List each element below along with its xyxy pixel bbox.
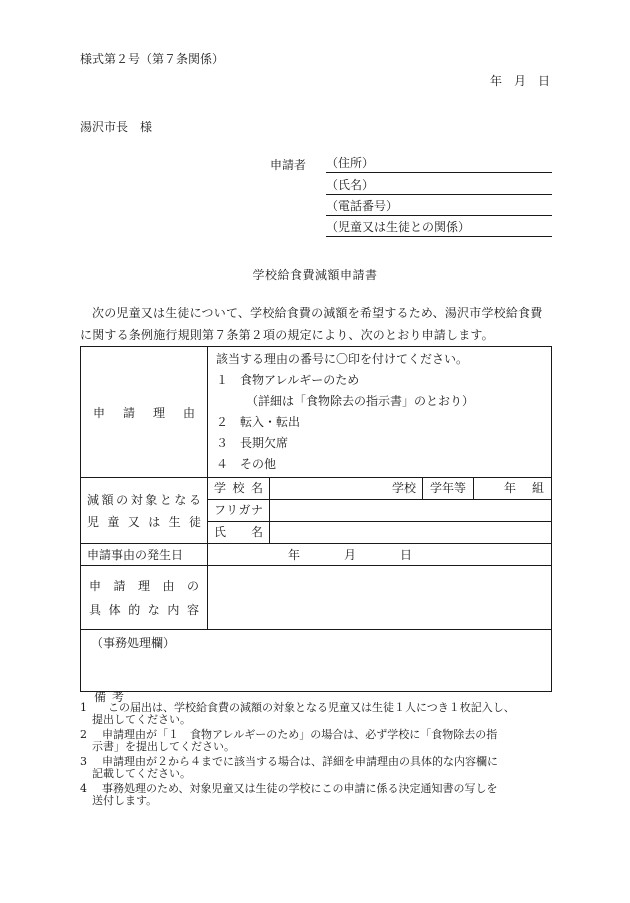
application-table — [80, 346, 552, 692]
reason-option-2[interactable]: ２ 転入・転出 — [216, 415, 301, 429]
remark-3-continuation: 記載してください。 — [92, 767, 191, 780]
remark-3-text: 申請理由が２から４までに該当する場合は、詳細を申請理由の具体的な内容欄に — [102, 755, 498, 768]
occurrence-date-field[interactable] — [208, 544, 552, 566]
details-label-line2: 具体的な内容 — [89, 602, 199, 617]
furigana-label: フリガナ — [208, 500, 270, 522]
remark-2-text: 申請理由が「１ 食物アレルギーのため」の場合は、必ず学校に「食物除去の指 — [102, 728, 498, 741]
reason-option-1[interactable]: １ 食物アレルギーのため — [216, 373, 360, 387]
remark-1 — [80, 702, 560, 726]
document-title: 学校給食費減額申請書 — [252, 268, 378, 282]
remark-4-text: 事務処理のため、対象児童又は生徒の学校にこの申請に係る決定通知書の写しを — [102, 782, 498, 795]
reason-options[interactable] — [208, 347, 552, 478]
class-unit: 組 — [531, 481, 544, 495]
phone-field[interactable]: （電話番号） — [326, 198, 552, 216]
remark-1-text: この届出は、学校給食費の減額の対象となる児童又は生徒１人につき１枚記入し、 — [108, 701, 515, 714]
remarks-header: 備考 — [94, 690, 131, 704]
occurrence-label: 申請事由の発生日 — [81, 544, 208, 566]
address-field[interactable]: （住所） — [326, 155, 552, 173]
reason-option-3[interactable]: ３ 長期欠席 — [216, 436, 289, 450]
target-label-line1: 減額の対象となる — [87, 492, 201, 507]
grade-label: 学年等 — [423, 478, 474, 500]
school-name-label: 学校名 — [208, 478, 270, 500]
details-label-line1: 申請理由の — [89, 578, 199, 593]
furigana-field[interactable] — [270, 500, 552, 522]
recipient: 湯沢市長 様 — [80, 120, 153, 134]
school-name-field[interactable]: 学校 — [270, 478, 423, 500]
details-field[interactable] — [208, 566, 552, 630]
remark-3 — [80, 756, 560, 780]
form-number: 様式第２号（第７条関係） — [80, 52, 225, 66]
remark-2-continuation: 示書」を提出してください。 — [92, 740, 235, 753]
remark-2-number: 2 — [80, 728, 87, 741]
year-unit: 年 — [503, 481, 516, 495]
date-line: 年 月 日 — [490, 74, 551, 88]
occurrence-month: 月 — [343, 548, 356, 562]
reason-option-4[interactable]: ４ その他 — [216, 457, 277, 471]
grade-field[interactable] — [474, 478, 552, 500]
remark-4 — [80, 783, 560, 807]
remark-4-number: 4 — [80, 782, 87, 795]
reason-option-1-detail: （詳細は「食物除去の指示書」のとおり） — [246, 394, 475, 408]
name-field[interactable]: （氏名） — [326, 177, 552, 195]
remark-1-number: 1 — [80, 701, 87, 714]
details-label — [81, 566, 208, 630]
intro-text: 次の児童又は生徒について、学校給食費の減額を希望するため、湯沢市学校給食費に関する条例施行規則第７条第２項の規定により、次のとおり申請します。 — [80, 306, 543, 342]
target-label — [81, 478, 208, 544]
remark-3-number: 3 — [80, 755, 87, 768]
office-use-label: （事務処理欄） — [91, 636, 176, 650]
target-label-line2: 児童又は生徒 — [87, 514, 201, 529]
applicant-label: 申請者 — [270, 158, 307, 172]
remark-2 — [80, 729, 560, 753]
remark-4-continuation: 送付します。 — [92, 794, 158, 807]
student-name-label: 氏名 — [208, 522, 270, 544]
student-name-field[interactable] — [270, 522, 552, 544]
target-details — [208, 478, 552, 544]
occurrence-year: 年 — [287, 548, 300, 562]
occurrence-day: 日 — [399, 548, 412, 562]
reason-label: 申請理由 — [81, 347, 208, 478]
office-use-area — [81, 630, 552, 692]
remark-1-continuation: 提出してください。 — [92, 713, 191, 726]
relation-field[interactable]: （児童又は生徒との関係） — [326, 219, 552, 237]
reason-instruction: 該当する理由の番号に〇印を付けてください。 — [216, 352, 469, 366]
